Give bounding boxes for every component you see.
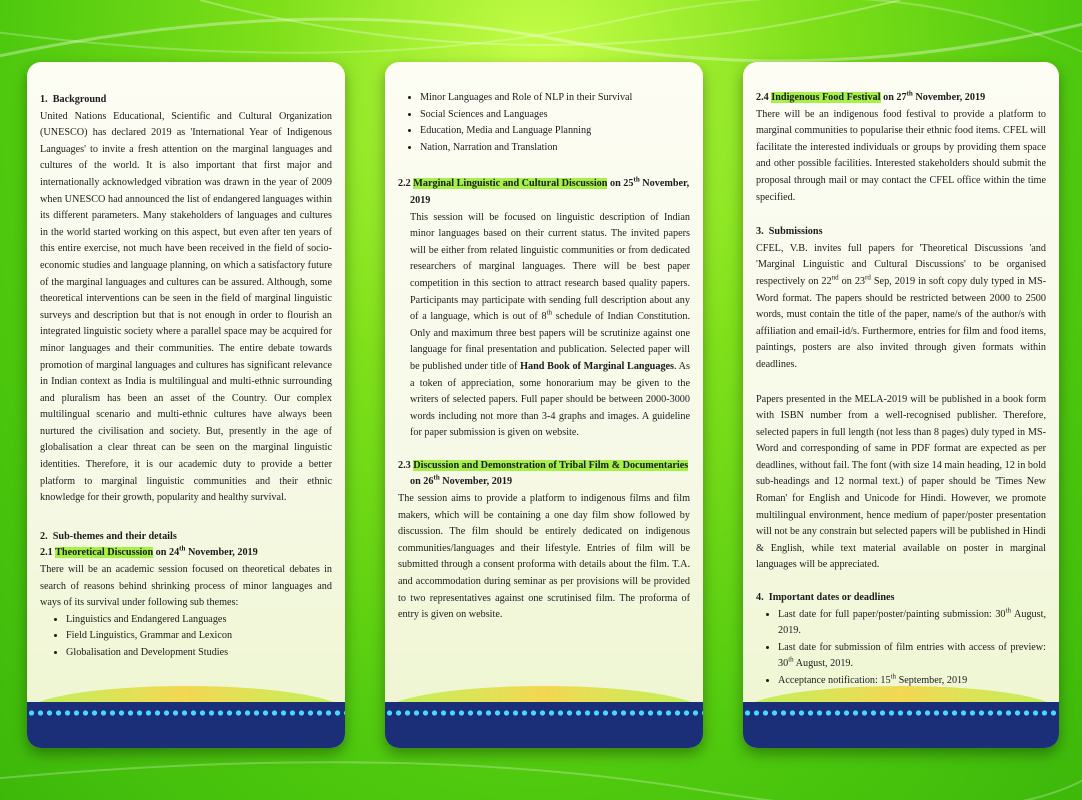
list-item: • Field Linguistics, Grammar and Lexicon	[66, 628, 332, 645]
list-item: • Last date for full paper/poster/painting submission: 30th August, 2019.	[778, 607, 1046, 640]
publication-text: Papers presented in the MELA-2019 will be published in a book form with ISBN number from a well-recognised publisher. Therefore, selected papers in full length (not less than 8 pages) duly typed in MS-Word and corresponding of same in PDF format are expected as per deadlines, without fail. The font (with size 14 main heading, 12 in bold sub-headings and 12 normal text.) of paper should be 'Times New Roman' for English and Unicode for Hindi. However, we promote multilingual environment, hence medium of paper/poster presentation will not be any constrain but selected papers will be published in Hindi & English, while text material available on poster in marginal languages will be appreciated.	[756, 393, 1046, 571]
section-2-3-heading: 2.3 Discussion and Demonstration of Tribal Film & Documentaries on 26th November, 2019	[398, 459, 689, 488]
panel-right	[743, 62, 1059, 748]
section-2-4-text: There will be an indigenous food festival to provide a platform to marginal communities to popularise their ethnic food items. CFEL will facilitate the interested individuals or groups by providing them space and other possible facilities. Interested stakeholders should submit the proposal through mail or may contact the CFEL office within the time specified.	[756, 108, 1046, 203]
subthemes-heading: 2. Sub-themes and their details	[40, 530, 177, 542]
section-2-1-text: There will be an academic session focused on theoretical debates in search of reasons behind shrinking process of minor languages and ways of its survival under following sub themes:	[40, 564, 332, 609]
section-2-4-title: Indigenous Food Festival	[771, 92, 881, 103]
list-item: • Nation, Narration and Translation	[420, 140, 690, 157]
list-item: • Education, Media and Language Planning	[420, 123, 690, 140]
list-item: • Globalisation and Development Studies	[66, 645, 332, 662]
section-2-2-text: This session will be focused on linguistic description of Indian minor languages based on their current status. The invited papers will be either from related linguistic communities or from dedicated researchers of marginal languages. There will be best paper competition in this section to attract research based quality papers. Participants may participate with sending full description about any of a language, which is out of 8th schedule of Indian Constitution. Only and maximum three best papers will be scrutinize against one language for final presentation and publication. Selected paper will be published under title of Hand Book of Marginal Languages. As a token of appreciation, some honorarium may be given to the writers of selected papers. Full paper should be between 2000-3000 words including not more than 3-4 graphs and images. A guideline for paper submission is given on website.	[410, 211, 691, 439]
dates-heading: 4. Important dates or deadlines	[756, 592, 895, 604]
panel-middle	[385, 62, 703, 748]
footer-dots	[743, 708, 1059, 718]
section-2-1-title: Theoretical Discussion	[55, 547, 154, 559]
section-2-4-heading: 2.4 Indigenous Food Festival on 27th November, 2019	[756, 89, 986, 103]
list-item: • Linguistics and Endangered Languages	[66, 612, 332, 629]
list-item: • Social Sciences and Languages	[420, 107, 690, 124]
submissions-text: CFEL, V.B. invites full papers for 'Theoretical Discussions 'and 'Marginal Linguistic and Cultural Discussions' to be organised respectively on 22nd on 23rd Sep, 2019 in soft copy duly typed in MS-Word format. The papers should be restricted between 2000 to 2500 words, must contain the title of the paper, name/s of the author/s with affiliation and email-id/s. Furthermore, entries for film and food items, paintings, posters are also invited through given formats within deadlines.	[756, 242, 1047, 370]
background-heading: 1. Background	[40, 94, 107, 105]
section-2-1-heading: 2.1 Theoretical Discussion on 24th November, 2019	[40, 545, 258, 559]
handbook-title: Hand Book of Marginal Languages	[520, 360, 675, 372]
section-2-3-text: The session aims to provide a platform to indigenous films and film makers, which will be containing a one day film show followed by discussion. The film should be entirely dedicated on indigenous communities/languages and their lifestyle. Entries of film will be submitted through a consent proforma with details about the film. T.A. and accommodation during seminar as per provisions will be provided to two representatives against one scrutinised film. The proforma of entry is given on website.	[398, 493, 690, 621]
subtheme-list-2	[398, 90, 690, 156]
footer-dots	[27, 708, 345, 718]
submissions-heading: 3. Submissions	[756, 226, 823, 238]
section-2-2-heading: 2.2 Marginal Linguistic and Cultural Discussion on 25th November, 2019	[398, 175, 690, 206]
footer-dots	[385, 708, 703, 718]
list-item: • Minor Languages and Role of NLP in their Survival	[420, 90, 690, 107]
list-item: • Acceptance notification: 15th September, 2019	[778, 673, 1046, 690]
panel-left	[27, 62, 345, 748]
subtheme-list-1	[40, 612, 332, 662]
dates-list	[756, 607, 1046, 690]
section-2-2-title: Marginal Linguistic and Cultural Discussion	[413, 178, 608, 190]
section-2-3-title: Discussion and Demonstration of Tribal Film & Documentaries	[413, 459, 689, 471]
background-text: United Nations Educational, Scientific and Cultural Organization (UNESCO) has declared 2019 as 'International Year of Indigenous Languages' to invite a fresh attention on the marginal languages and cultures of the world. It is also important that first major and internationally acknowledged vibration was drawn in the year of 2009 when UNESCO had announced the list of endangered languages within its different parameters. Many stakeholders of languages and cultures in the world started working on this aspect, but even after ten years of this entire exercise, not much have been received in the field of socio-economic studies and language planning, on which a satisfactory future of the marginal languages and cultures can be assured. Although, some theoretical interventions can be seen in the field of marginal linguistic surveys and description but that is not enough in order to flourish an integrated linguistic society where a parallel space may be acquired for minor languages and their communities. The entire debate towards promotion of marginal languages and cultures has significant relevance in Indian context as India is multilingual and multi-ethnic surrounding and pluralism has been an asset of the Country. Our complex multilingual scenario and multi-ethnic cultures have always been nurtured the civilisation and society. But, presently in the age of globalisation a clear threat can be seen on the marginal linguistic identities. Therefore, it is our academic duty to provide a better platform to marginal linguistic communities and their ethnic knowledge for their growth, popularity and healthy survival.	[40, 110, 332, 504]
list-item: • Last date for submission of film entries with access of preview: 30th August, 2019.	[778, 640, 1046, 673]
